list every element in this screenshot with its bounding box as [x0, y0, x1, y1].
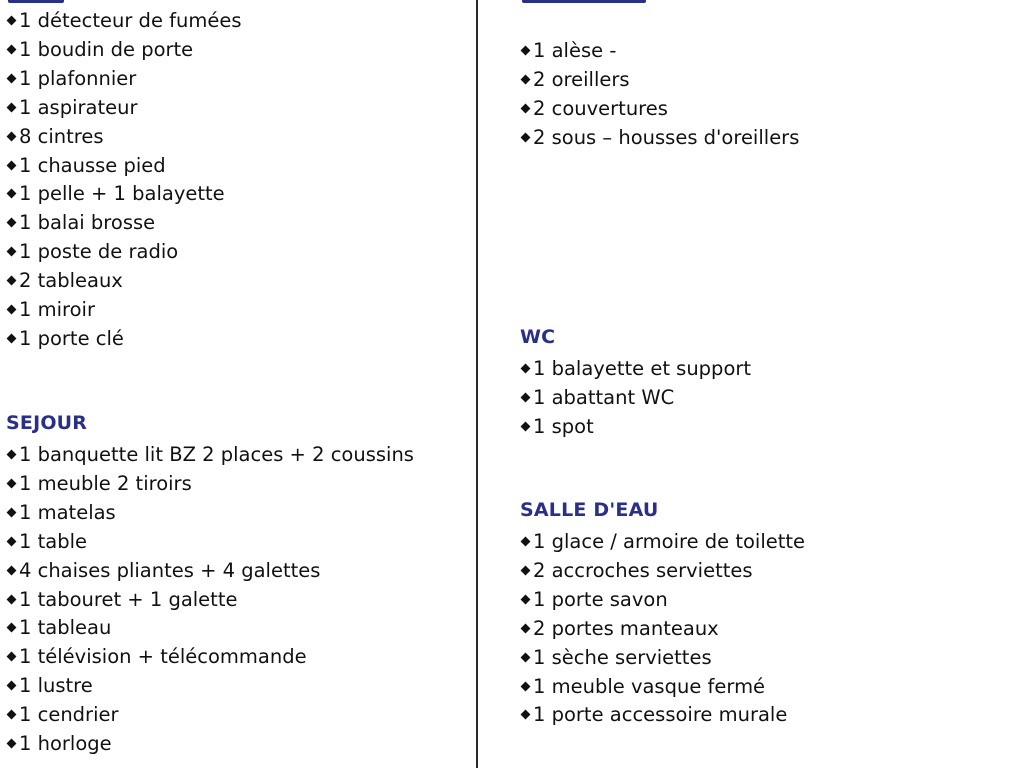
list-item-label: 8 cintres	[19, 124, 104, 148]
bullet-icon	[521, 392, 531, 402]
list-item	[6, 122, 104, 151]
bullet-icon	[521, 565, 531, 575]
bullet-icon	[7, 536, 17, 546]
list-item	[6, 440, 414, 469]
bullet-icon	[7, 189, 17, 199]
list-item	[520, 643, 712, 672]
list-item	[6, 295, 95, 324]
list-item-label: 1 matelas	[19, 500, 116, 524]
bullet-icon	[7, 102, 17, 112]
list-item-label: 1 miroir	[19, 298, 95, 321]
list-item-label: 1 meuble 2 tiroirs	[19, 471, 192, 495]
list-item	[6, 613, 111, 642]
bullet-icon	[521, 132, 531, 142]
list-item	[6, 6, 242, 35]
list-item-label: 1 tableau	[19, 616, 112, 640]
section-title-wc: WC	[520, 326, 556, 348]
list-item	[6, 324, 124, 353]
list-item	[520, 672, 765, 701]
bullet-icon	[7, 305, 17, 315]
bullet-icon	[521, 681, 531, 691]
bullet-icon	[7, 276, 17, 286]
list-item-label: 1 plafonnier	[19, 66, 137, 90]
bullet-icon	[7, 623, 17, 633]
list-item	[6, 35, 193, 64]
list-item	[520, 527, 805, 556]
list-item	[6, 556, 320, 585]
bullet-icon	[521, 74, 531, 84]
list-item	[6, 729, 112, 758]
bullet-icon	[7, 73, 17, 83]
list-item	[6, 151, 166, 180]
list-item-label: 1 spot	[533, 414, 594, 438]
bullet-icon	[7, 565, 17, 575]
list-item	[520, 383, 674, 412]
bullet-icon	[521, 652, 531, 662]
bullet-icon	[521, 421, 531, 431]
list-item-label: 1 abattant WC	[533, 385, 675, 409]
list-item	[6, 700, 119, 729]
list-item-label: 1 aspirateur	[19, 95, 138, 119]
bullet-icon	[521, 594, 531, 604]
bullet-icon	[7, 681, 17, 691]
list-item	[520, 123, 799, 152]
list-item-label: 1 pelle + 1 balayette	[19, 182, 225, 206]
bullet-icon	[7, 333, 17, 343]
bullet-icon	[7, 739, 17, 749]
list-item	[520, 354, 751, 383]
bullet-icon	[7, 44, 17, 54]
list-item-label: 1 porte accessoire murale	[533, 703, 788, 727]
list-item	[520, 556, 753, 585]
list-item-label: 2 sous – housses d'oreillers	[533, 125, 800, 149]
bullet-icon	[7, 218, 17, 228]
list-item-label: 1 alèse -	[533, 39, 617, 62]
list-item-label: 1 horloge	[19, 732, 112, 755]
list-item	[6, 671, 93, 700]
list-item	[6, 642, 307, 671]
list-item-label: 1 meuble vasque fermé	[533, 674, 766, 698]
list-item-label: 1 porte savon	[533, 587, 668, 611]
bullet-icon	[7, 450, 17, 460]
cutoff-heading-left	[8, 0, 64, 3]
bullet-icon	[521, 537, 531, 547]
list-item	[520, 700, 787, 729]
list-item	[6, 585, 237, 614]
list-item	[6, 498, 116, 527]
list-item-label: 1 banquette lit BZ 2 places + 2 coussins	[19, 443, 414, 466]
list-item	[520, 585, 668, 614]
column-divider	[476, 0, 478, 768]
list-item	[6, 64, 136, 93]
bullet-icon	[7, 131, 17, 141]
list-item	[6, 266, 123, 295]
list-item-label: 1 porte clé	[19, 326, 124, 350]
cutoff-heading-right	[522, 0, 646, 3]
list-item-label: 1 table	[19, 529, 87, 553]
bullet-icon	[7, 16, 17, 26]
bullet-icon	[7, 710, 17, 720]
section-title-sejour: SEJOUR	[6, 412, 88, 434]
list-item-label: 1 télévision + télécommande	[19, 645, 307, 669]
list-item	[6, 179, 225, 208]
bullet-icon	[7, 247, 17, 257]
list-item-label: 1 sèche serviettes	[533, 645, 712, 669]
list-item-label: 1 chausse pied	[19, 153, 166, 177]
section-title-salle-deau: SALLE D'EAU	[520, 499, 659, 521]
list-item-label: 1 glace / armoire de toilette	[533, 530, 806, 553]
list-item	[520, 94, 668, 123]
bullet-icon	[7, 594, 17, 604]
list-item-label: 1 boudin de porte	[19, 37, 194, 61]
list-item-label: 2 couvertures	[533, 96, 668, 120]
list-item	[6, 527, 87, 556]
list-item-label: 2 tableaux	[19, 269, 123, 293]
bullet-icon	[7, 652, 17, 662]
list-item-label: 1 balai brosse	[19, 211, 156, 235]
list-item	[6, 93, 138, 122]
list-item	[520, 412, 594, 441]
bullet-icon	[521, 46, 531, 56]
list-item-label: 2 accroches serviettes	[533, 558, 753, 582]
bullet-icon	[521, 623, 531, 633]
bullet-icon	[7, 160, 17, 170]
list-item-label: 2 portes manteaux	[533, 616, 719, 640]
bullet-icon	[7, 478, 17, 488]
list-item-label: 1 tabouret + 1 galette	[19, 587, 238, 611]
bullet-icon	[521, 103, 531, 113]
list-item-label: 1 poste de radio	[19, 240, 179, 264]
list-item-label: 1 balayette et support	[533, 357, 752, 380]
list-item-label: 4 chaises pliantes + 4 galettes	[19, 558, 321, 582]
bullet-icon	[521, 710, 531, 720]
list-item	[520, 36, 616, 65]
list-item	[520, 614, 719, 643]
list-item	[6, 208, 155, 237]
list-item-label: 1 cendrier	[19, 703, 119, 727]
bullet-icon	[7, 507, 17, 517]
list-item	[6, 469, 192, 498]
list-item	[520, 65, 630, 94]
bullet-icon	[521, 364, 531, 374]
list-item-label: 2 oreillers	[533, 67, 630, 91]
list-item-label: 1 lustre	[19, 674, 93, 698]
list-item-label: 1 détecteur de fumées	[19, 9, 242, 32]
list-item	[6, 237, 178, 266]
